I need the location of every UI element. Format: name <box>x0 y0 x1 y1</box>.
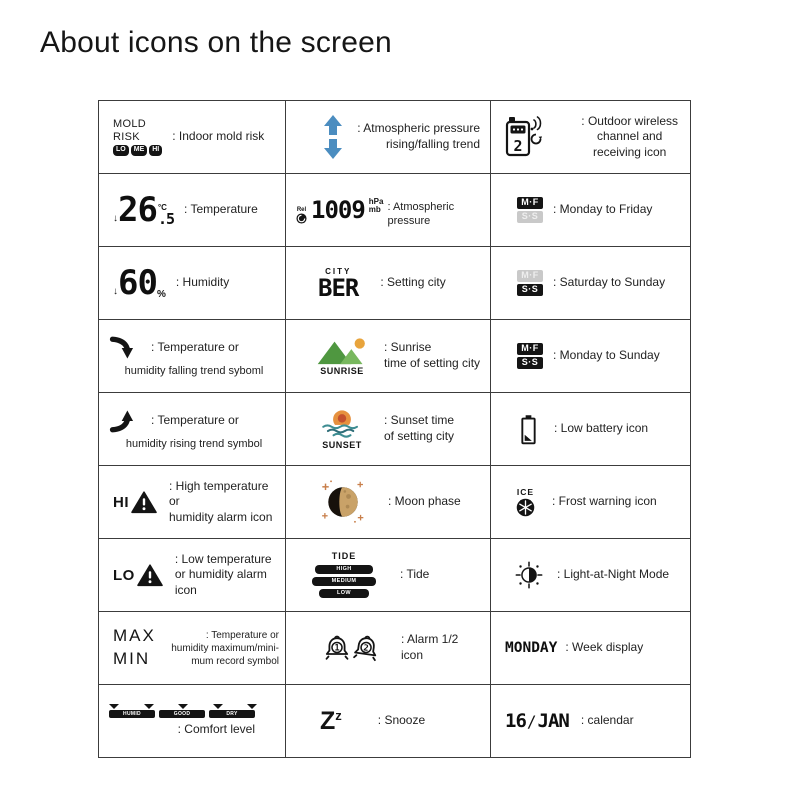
cell-temperature <box>99 174 286 247</box>
weekday-lcd-icon: MONDAY <box>505 639 558 656</box>
temperature-value: 26 <box>118 190 157 230</box>
pressure-value-desc: : Atmospheric pressure <box>387 200 455 227</box>
comfort-good-bar: GOOD <box>159 710 205 718</box>
snooze-zz-icon: $Z^z$ <box>320 706 342 735</box>
mon-sun-icon <box>517 343 543 369</box>
cell-tide <box>286 539 491 612</box>
ss-badge: S·S <box>517 357 543 369</box>
cell-max-min <box>99 612 286 685</box>
humidity-lcd-icon <box>113 263 166 303</box>
sunrise-desc: : Sunrise time of setting city <box>384 340 481 370</box>
warning-triangle-icon <box>137 564 163 587</box>
outdoor-channel-desc: : Outdoor wireless channel and receiving icon <box>581 113 678 159</box>
alarm2-bell-icon <box>351 633 380 662</box>
lo-alarm-desc: : Low temperature or humidity alarm icon <box>174 551 272 597</box>
cell-low-battery <box>491 393 691 466</box>
mold-label: MOLD <box>113 118 146 131</box>
svg-text:2: 2 <box>513 137 523 155</box>
sunrise-icon <box>316 337 368 376</box>
sat-sun-desc: : Saturday to Sunday <box>553 275 666 290</box>
cell-setting-city <box>286 247 491 320</box>
week-display-desc: : Week display <box>565 640 644 655</box>
sat-sun-icon <box>517 270 543 296</box>
low-battery-icon <box>519 414 538 445</box>
light-at-night-icon <box>513 559 545 591</box>
temperature-decimal: .5 <box>157 210 175 228</box>
humidity-desc: : Humidity <box>175 275 230 290</box>
mold-lo-badge: LO <box>113 145 129 155</box>
alarm-desc: : Alarm 1/2 icon <box>401 632 459 662</box>
cell-week-display <box>491 612 691 685</box>
lo-alarm-icon <box>113 564 163 587</box>
cell-mon-fri <box>491 174 691 247</box>
comfort-humid-bar: HUMID <box>109 710 155 718</box>
max-min-desc: : Temperature or humidity maximum/mini- mum record symbol <box>171 629 279 667</box>
mon-fri-desc: : Monday to Friday <box>553 202 653 217</box>
cell-calendar <box>491 685 691 758</box>
temperature-lcd-icon <box>113 190 175 230</box>
cell-humidity <box>99 247 286 320</box>
setting-city-desc: : Setting city <box>380 275 446 290</box>
snooze-desc: : Snooze <box>377 713 426 728</box>
pressure-unit-mb: mb <box>368 205 381 214</box>
cell-night-mode <box>491 539 691 612</box>
alarm-bells-icon <box>324 635 379 661</box>
calendar-month: JAN <box>537 709 569 732</box>
pressure-value: 1009 <box>311 196 365 224</box>
cell-moon-phase <box>286 466 491 539</box>
ss-badge: S·S <box>517 284 543 296</box>
city-lcd-icon <box>318 267 358 300</box>
cell-sat-sun <box>491 247 691 320</box>
night-mode-desc: : Light-at-Night Mode <box>557 567 670 582</box>
mon-sun-desc: : Monday to Sunday <box>553 348 660 363</box>
icons-table <box>98 100 691 758</box>
frost-warning-desc: : Frost warning icon <box>552 494 657 509</box>
mf-badge: M·F <box>517 197 543 209</box>
temperature-desc: : Temperature <box>184 202 258 217</box>
mf-badge: M·F <box>517 343 543 355</box>
cell-snooze <box>286 685 491 758</box>
hi-label: HI <box>113 493 129 511</box>
cell-pressure-trend <box>286 101 491 174</box>
rising-trend-desc: humidity rising trend symbol <box>125 437 263 450</box>
page-title: About icons on the screen <box>40 26 392 59</box>
calendar-lcd-icon <box>505 709 569 732</box>
cell-sunrise <box>286 320 491 393</box>
low-battery-desc: : Low battery icon <box>554 421 649 436</box>
hi-alarm-icon <box>113 491 157 514</box>
sunset-icon <box>316 409 368 450</box>
rel-pressure-icon: Rel <box>296 207 307 224</box>
lo-label: LO <box>113 566 135 584</box>
humidity-unit: % <box>156 289 166 300</box>
alarm1-bell-icon <box>324 635 350 661</box>
tide-icon <box>312 551 376 599</box>
temperature-unit: °C <box>157 203 167 212</box>
sunset-caption: SUNSET <box>322 439 362 450</box>
moon-phase-icon <box>320 479 366 525</box>
falling-trend-arrow-icon <box>109 334 137 362</box>
mon-fri-icon <box>517 197 543 223</box>
risk-label: RISK <box>113 130 140 143</box>
sunrise-caption: SUNRISE <box>320 365 364 376</box>
mold-risk-desc: : Indoor mold risk <box>172 129 265 144</box>
tide-medium-bar: MEDIUM <box>312 577 376 586</box>
humidity-trend-arrow-icon: ↓ <box>113 286 118 297</box>
cell-indoor-mold-risk <box>99 101 286 174</box>
cell-hi-alarm <box>99 466 286 539</box>
cell-sunset <box>286 393 491 466</box>
snowflake-icon <box>515 497 536 518</box>
cell-pressure-value <box>286 174 491 247</box>
calendar-day: 16 <box>505 709 526 732</box>
hi-alarm-desc: : High temperature or humidity alarm icon <box>169 478 273 524</box>
mf-badge: M·F <box>517 270 543 282</box>
svg-text:1: 1 <box>334 643 340 654</box>
falling-trend-desc: humidity falling trend syboml <box>124 364 264 377</box>
frost-warning-icon <box>515 487 536 518</box>
cell-lo-alarm <box>99 539 286 612</box>
comfort-dry-bar: DRY <box>209 710 255 718</box>
tide-desc: : Tide <box>400 567 430 582</box>
cell-rising-trend: : Temperature or humidity rising trend symbol <box>99 393 286 466</box>
max-label: MAX <box>113 626 156 646</box>
cell-mon-sun <box>491 320 691 393</box>
comfort-desc: : Comfort level <box>177 722 255 737</box>
cell-alarm <box>286 612 491 685</box>
max-min-icon <box>113 625 156 671</box>
min-label: MIN <box>113 649 151 668</box>
city-caption: CITY <box>325 266 352 276</box>
cell-comfort <box>99 685 286 758</box>
ss-badge: S·S <box>517 211 543 223</box>
outdoor-sensor-icon <box>505 116 551 158</box>
calendar-desc: : calendar <box>580 713 634 728</box>
ice-caption: ICE <box>516 486 535 497</box>
temp-falling-arrow-icon: ↓ <box>113 213 118 224</box>
warning-triangle-icon <box>131 491 157 514</box>
mold-me-badge: ME <box>131 145 148 155</box>
pressure-trend-arrows-icon <box>322 114 344 160</box>
comfort-level-icon <box>109 704 257 718</box>
mold-risk-icon <box>113 118 162 156</box>
calendar-separator: / <box>526 711 537 731</box>
cell-falling-trend: : Temperature or humidity falling trend syboml <box>99 320 286 393</box>
svg-text:2: 2 <box>362 643 370 654</box>
humidity-value: 60 <box>118 263 157 303</box>
sunset-desc: : Sunset time of setting city <box>384 413 455 443</box>
tide-low-bar: LOW <box>319 589 369 598</box>
cell-frost-warning <box>491 466 691 539</box>
moon-phase-desc: : Moon phase <box>388 494 461 509</box>
city-value: BER <box>318 273 359 302</box>
pressure-trend-desc: : Atmospheric pressure rising/falling trend <box>357 121 480 151</box>
mold-hi-badge: HI <box>149 145 162 155</box>
tide-high-bar: HIGH <box>315 565 373 574</box>
rising-trend-arrow-icon <box>109 407 137 435</box>
tide-caption: TIDE <box>331 551 357 561</box>
cell-outdoor-channel <box>491 101 691 174</box>
pressure-unit-hpa: hPa <box>368 197 384 206</box>
